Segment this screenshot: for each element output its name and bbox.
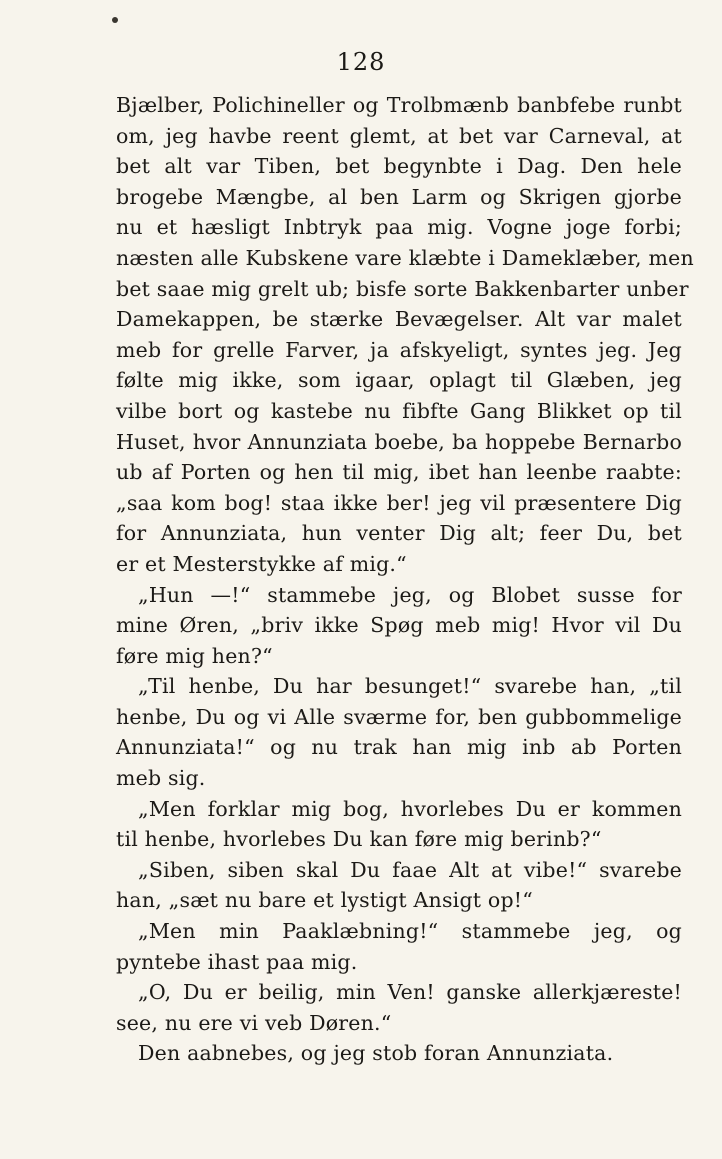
text-line: vilbe bort og kastebe nu fibfte Gang Blikket op til [116, 398, 682, 423]
text-line: Bjælber, Polichineller og Trolbmænb banbfebe runbt [116, 93, 682, 117]
text-line: om, jeg havbe reent glemt, at bet var Carneval, at [116, 123, 682, 148]
text-line: til henbe, hvorlebes Du kan føre mig berinb?“ [116, 827, 602, 852]
text-line: „O, Du er beilig, min Ven! ganske allerkjæreste! [138, 980, 682, 1005]
text-line: næsten alle Kubskene vare klæbte i Dameklæber, men [116, 245, 694, 270]
text-line: for Annunziata, hun venter Dig alt; feer Du, bet [116, 521, 682, 546]
text-line: „Men min Paaklæbning!“ stammebe jeg, og [138, 919, 682, 944]
text-line: meb for grelle Farver, ja afskyeligt, syntes jeg. Jeg [116, 337, 682, 362]
text-line: pyntebe ihast paa mig. [116, 949, 358, 974]
text-line: Damekappen, be stærke Bevægelser. Alt var malet [116, 307, 682, 332]
text-line: see, nu ere vi veb Døren.“ [116, 1010, 392, 1035]
text-line: henbe, Du og vi Alle sværme for, ben gubbommelige [116, 704, 682, 729]
text-line: „saa kom bog! staa ikke ber! jeg vil præsentere Dig [116, 490, 682, 515]
text-line: „Til henbe, Du har besunget!“ svarebe han, „til [138, 674, 682, 699]
text-line: Den aabnebes, og jeg stob foran Annunziata. [138, 1041, 614, 1066]
text-line: Huset, hvor Annunziata boebe, ba hoppebe Bernarbo [116, 429, 682, 454]
text-line: bet saae mig grelt ub; bisfe sorte Bakkenbarter unber [116, 276, 689, 301]
text-line: Annunziata!“ og nu trak han mig inb ab Porten [116, 735, 682, 760]
text-line: føre mig hen?“ [116, 643, 273, 668]
text-line: brogebe Mængbe, al ben Larm og Skrigen gjorbe [116, 184, 682, 209]
body-text [116, 90, 694, 1069]
text-line: bet alt var Tiben, bet begynbte i Dag. Den hele [116, 154, 682, 179]
text-line: „Siben, siben skal Du faae Alt at vibe!“ svarebe [138, 857, 682, 882]
text-line: mine Øren, „briv ikke Spøg meb mig! Hvor vil Du [116, 613, 682, 638]
text-line: meb sig. [116, 766, 206, 791]
text-line: „Men forklar mig bog, hvorlebes Du er kommen [138, 796, 682, 821]
text-line: er et Mesterstykke af mig.“ [116, 551, 407, 576]
text-line: „Hun —!“ stammebe jeg, og Blobet susse for [138, 582, 682, 607]
printer-dot-mark [112, 17, 118, 23]
text-line: ub af Porten og hen til mig, ibet han leenbe raabte: [116, 460, 682, 485]
text-line: nu et hæsligt Inbtryk paa mig. Vogne joge forbi; [116, 215, 682, 240]
text-line: han, „sæt nu bare et lystigt Ansigt op!“ [116, 888, 533, 913]
page-number: 128 [336, 48, 386, 76]
text-line: følte mig ikke, som igaar, oplagt til Glæben, jeg [116, 368, 682, 393]
